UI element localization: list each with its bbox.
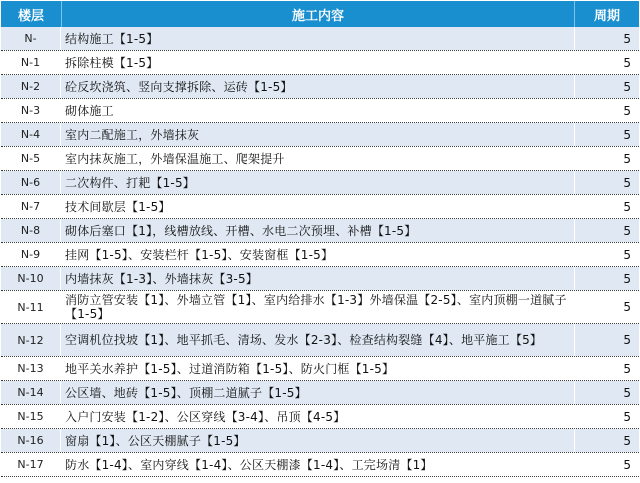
period-cell: 5 (575, 195, 639, 218)
floor-cell: N-14 (1, 381, 61, 404)
content-cell: 结构施工【1-5】 (61, 27, 575, 50)
header-content: 施工内容 (62, 1, 575, 27)
table-row (1, 405, 639, 429)
content-cell: 内墙抹灰【1-3】、外墙抹灰【3-5】 (61, 267, 575, 290)
period-cell: 5 (575, 291, 639, 323)
content-cell: 拆除柱模【1-5】 (61, 51, 575, 74)
table-row (1, 195, 639, 219)
content-cell: 公区墙、地砖【1-5】、顶棚二道腻子【1-5】 (61, 381, 575, 404)
floor-cell: N-6 (1, 171, 61, 194)
floor-cell: N-8 (1, 219, 61, 242)
table-row (1, 75, 639, 99)
table-body (1, 27, 639, 477)
floor-cell: N-11 (1, 291, 61, 323)
header-period: 周期 (593, 8, 620, 24)
period-cell: 5 (575, 267, 639, 290)
content-cell: 窗扇【1】、公区天棚腻子【1-5】 (61, 429, 575, 452)
content-cell: 室内二配施工，外墙抹灰 (61, 123, 575, 146)
period-cell: 5 (575, 324, 639, 356)
period-cell: 5 (575, 357, 639, 380)
table-row (1, 267, 639, 291)
period-cell: 5 (575, 243, 639, 266)
table-row (1, 27, 639, 51)
content-cell: 空调机位找坡【1】、地平抓毛、清场、发水【2-3】、检查结构裂缝【4】、地平施工【5】 (61, 324, 575, 356)
table-row (1, 243, 639, 267)
construction-schedule-table (1, 1, 639, 481)
table-row (1, 381, 639, 405)
period-cell: 5 (575, 429, 639, 452)
content-cell: 入户门安装【1-2】、公区穿线【3-4】、吊顶【4-5】 (61, 405, 575, 428)
period-cell: 5 (575, 123, 639, 146)
floor-cell: N-1 (1, 51, 61, 74)
table-row (1, 171, 639, 195)
header-floor: 楼层 (1, 1, 62, 27)
period-cell: 5 (575, 99, 639, 122)
table-row (1, 324, 639, 357)
table-row (1, 99, 639, 123)
table-row (1, 357, 639, 381)
floor-cell: N-13 (1, 357, 61, 380)
content-cell: 砼反坎浇筑、竖向支撑拆除、运砖【1-5】 (61, 75, 575, 98)
floor-cell: N-12 (1, 324, 61, 356)
table-row (1, 147, 639, 171)
content-cell: 二次构件、打耙【1-5】 (61, 171, 575, 194)
period-cell: 5 (575, 27, 639, 50)
floor-cell: N-10 (1, 267, 61, 290)
floor-cell: N-3 (1, 99, 61, 122)
content-cell: 挂网【1-5】、安装栏杆【1-5】、安装窗框【1-5】 (61, 243, 575, 266)
table-row (1, 51, 639, 75)
table-row (1, 219, 639, 243)
floor-cell: N- (1, 27, 61, 50)
table-header (1, 1, 639, 27)
floor-cell: N-5 (1, 147, 61, 170)
period-cell: 5 (575, 381, 639, 404)
table-row (1, 429, 639, 453)
content-cell: 地平关水养护【1-5】、过道消防箱【1-5】、防火门框【1-5】 (61, 357, 575, 380)
period-cell: 5 (575, 171, 639, 194)
floor-cell: N-2 (1, 75, 61, 98)
floor-cell: N-16 (1, 429, 61, 452)
content-cell: 室内抹灰施工，外墙保温施工、爬架提升 (61, 147, 575, 170)
period-cell: 5 (575, 405, 639, 428)
floor-cell: N-15 (1, 405, 61, 428)
period-cell: 5 (575, 453, 639, 476)
period-cell: 5 (575, 75, 639, 98)
content-cell: 砌体后塞口【1】，线槽放线、开槽、水电二次预埋、补槽【1-5】 (61, 219, 575, 242)
table-row (1, 291, 639, 324)
period-cell: 5 (575, 147, 639, 170)
content-cell: 砌体施工 (61, 99, 575, 122)
floor-cell: N-17 (1, 453, 61, 476)
period-cell: 5 (575, 219, 639, 242)
content-cell: 技术间歇层【1-5】 (61, 195, 575, 218)
table-row (1, 123, 639, 147)
content-cell: 消防立管安装【1】、外墙立管【1】、室内给排水【1-3】外墙保温【2-5】、室内顶棚一道腻子【1-5】 (61, 291, 575, 323)
table-row (1, 453, 639, 477)
floor-cell: N-9 (1, 243, 61, 266)
floor-cell: N-4 (1, 123, 61, 146)
floor-cell: N-7 (1, 195, 61, 218)
content-cell: 防水【1-4】、室内穿线【1-4】、公区天棚漆【1-4】、工完场清【1】 (61, 453, 575, 476)
period-cell: 5 (575, 51, 639, 74)
